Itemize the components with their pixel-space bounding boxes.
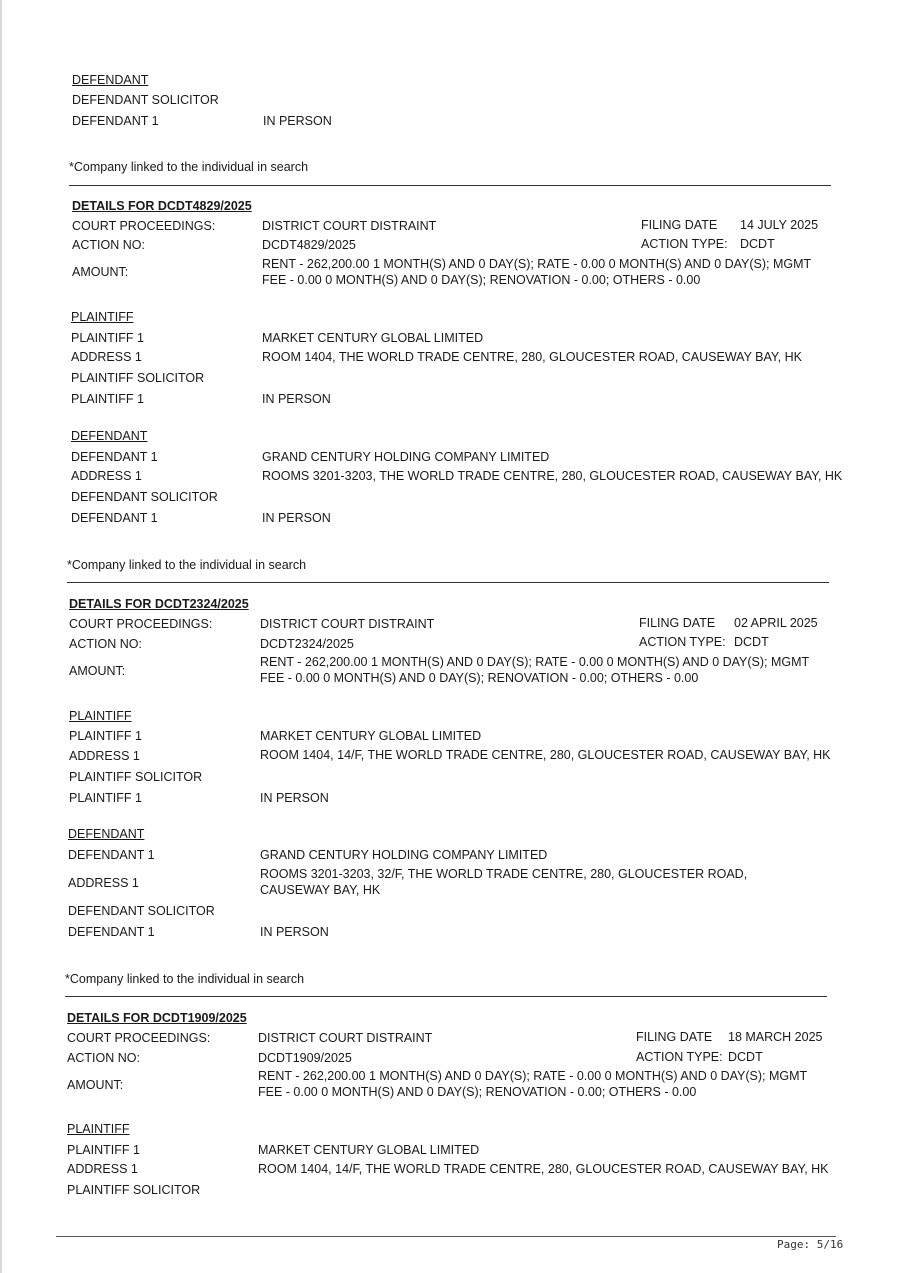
plaintiff-address-value: ROOM 1404, 14/F, THE WORLD TRADE CENTRE, 280, GLOUCESTER ROAD, CAUSEWAY BAY, HK	[258, 1162, 829, 1176]
defendant-1-label: DEFENDANT 1	[71, 450, 158, 464]
defendant-heading: DEFENDANT	[71, 429, 148, 443]
plaintiff-1-label: PLAINTIFF 1	[71, 331, 144, 345]
plaintiff-solicitor-label: PLAINTIFF SOLICITOR	[67, 1183, 201, 1197]
defendant-1-value: GRAND CENTURY HOLDING COMPANY LIMITED	[262, 450, 550, 464]
court-proceedings-value: DISTRICT COURT DISTRAINT	[262, 219, 437, 233]
defendant-solicitor-1-label: DEFENDANT 1	[68, 925, 155, 939]
plaintiff-solicitor-1-label: PLAINTIFF 1	[71, 392, 144, 406]
plaintiff-heading: PLAINTIFF	[69, 709, 132, 723]
action-no-value: DCDT1909/2025	[258, 1051, 352, 1065]
action-no-label: ACTION NO:	[67, 1051, 140, 1065]
plaintiff-1-value: MARKET CENTURY GLOBAL LIMITED	[260, 729, 482, 743]
amount-label: AMOUNT:	[69, 664, 126, 678]
plaintiff-solicitor-label: PLAINTIFF SOLICITOR	[69, 770, 203, 784]
defendant-address-label: ADDRESS 1	[68, 876, 139, 890]
action-type-label: ACTION TYPE:	[639, 635, 726, 649]
amount-value: RENT - 262,200.00 1 MONTH(S) AND 0 DAY(S); RATE - 0.00 0 MONTH(S) AND 0 DAY(S); MGMT FEE - 0.00 0 MONTH(S) AND 0 DAY(S); RENOVATION - 0.00; OTHERS - 0.00	[258, 1069, 807, 1099]
plaintiff-address-label: ADDRESS 1	[69, 749, 140, 763]
record-heading: DETAILS FOR DCDT4829/2025	[72, 199, 252, 213]
court-proceedings-label: COURT PROCEEDINGS:	[67, 1031, 211, 1045]
action-type-value: DCDT	[728, 1050, 763, 1064]
company-note: *Company linked to the individual in search	[65, 972, 305, 986]
plaintiff-solicitor-label: PLAINTIFF SOLICITOR	[71, 371, 205, 385]
defendant-solicitor-1-value: IN PERSON	[260, 925, 329, 939]
action-type-value: DCDT	[734, 635, 769, 649]
defendant-solicitor-1-label: DEFENDANT 1	[71, 511, 158, 525]
plaintiff-heading: PLAINTIFF	[71, 310, 134, 324]
filing-date-value: 18 MARCH 2025	[728, 1030, 823, 1044]
top-defendant-1-value: IN PERSON	[263, 114, 332, 128]
divider-line	[69, 185, 831, 186]
defendant-heading: DEFENDANT	[68, 827, 145, 841]
filing-date-value: 14 JULY 2025	[740, 218, 819, 232]
action-type-label: ACTION TYPE:	[641, 237, 728, 251]
filing-date-value: 02 APRIL 2025	[734, 616, 818, 630]
plaintiff-address-label: ADDRESS 1	[71, 350, 142, 364]
top-company-note: *Company linked to the individual in search	[69, 160, 309, 174]
record-heading: DETAILS FOR DCDT1909/2025	[67, 1011, 247, 1025]
plaintiff-1-label: PLAINTIFF 1	[69, 729, 142, 743]
defendant-address-label: ADDRESS 1	[71, 469, 142, 483]
defendant-solicitor-label: DEFENDANT SOLICITOR	[71, 490, 218, 504]
amount-label: AMOUNT:	[67, 1078, 124, 1092]
defendant-solicitor-label: DEFENDANT SOLICITOR	[68, 904, 215, 918]
plaintiff-address-label: ADDRESS 1	[67, 1162, 138, 1176]
filing-date-label: FILING DATE	[641, 218, 718, 232]
court-proceedings-value: DISTRICT COURT DISTRAINT	[258, 1031, 433, 1045]
plaintiff-1-label: PLAINTIFF 1	[67, 1143, 140, 1157]
filing-date-label: FILING DATE	[636, 1030, 713, 1044]
filing-date-label: FILING DATE	[639, 616, 716, 630]
top-defendant-heading: DEFENDANT	[72, 73, 149, 87]
court-proceedings-label: COURT PROCEEDINGS:	[72, 219, 216, 233]
record-heading: DETAILS FOR DCDT2324/2025	[69, 597, 249, 611]
court-proceedings-label: COURT PROCEEDINGS:	[69, 617, 213, 631]
scan-edge	[0, 0, 2, 1273]
company-note: *Company linked to the individual in search	[67, 558, 307, 572]
page-number: Page: 5/16	[777, 1238, 844, 1251]
action-no-label: ACTION NO:	[69, 637, 142, 651]
plaintiff-address-value: ROOM 1404, THE WORLD TRADE CENTRE, 280, GLOUCESTER ROAD, CAUSEWAY BAY, HK	[262, 350, 802, 364]
court-proceedings-value: DISTRICT COURT DISTRAINT	[260, 617, 435, 631]
plaintiff-1-value: MARKET CENTURY GLOBAL LIMITED	[258, 1143, 480, 1157]
divider-line	[67, 582, 829, 583]
defendant-address-value: ROOMS 3201-3203, THE WORLD TRADE CENTRE, 280, GLOUCESTER ROAD, CAUSEWAY BAY, HK	[262, 469, 843, 483]
amount-value: RENT - 262,200.00 1 MONTH(S) AND 0 DAY(S); RATE - 0.00 0 MONTH(S) AND 0 DAY(S); MGMT FEE - 0.00 0 MONTH(S) AND 0 DAY(S); RENOVATION - 0.00; OTHERS - 0.00	[260, 655, 809, 685]
plaintiff-heading: PLAINTIFF	[67, 1122, 130, 1136]
footer-divider	[56, 1236, 836, 1237]
action-no-value: DCDT4829/2025	[262, 238, 356, 252]
plaintiff-solicitor-1-label: PLAINTIFF 1	[69, 791, 142, 805]
plaintiff-address-value: ROOM 1404, 14/F, THE WORLD TRADE CENTRE, 280, GLOUCESTER ROAD, CAUSEWAY BAY, HK	[260, 748, 831, 762]
defendant-1-label: DEFENDANT 1	[68, 848, 155, 862]
divider-line	[65, 996, 827, 997]
defendant-solicitor-1-value: IN PERSON	[262, 511, 331, 525]
action-no-label: ACTION NO:	[72, 238, 145, 252]
plaintiff-solicitor-1-value: IN PERSON	[262, 392, 331, 406]
action-type-label: ACTION TYPE:	[636, 1050, 723, 1064]
amount-label: AMOUNT:	[72, 265, 129, 279]
action-no-value: DCDT2324/2025	[260, 637, 354, 651]
top-defendant-solicitor-label: DEFENDANT SOLICITOR	[72, 93, 219, 107]
defendant-1-value: GRAND CENTURY HOLDING COMPANY LIMITED	[260, 848, 548, 862]
plaintiff-solicitor-1-value: IN PERSON	[260, 791, 329, 805]
action-type-value: DCDT	[740, 237, 775, 251]
defendant-address-value: ROOMS 3201-3203, 32/F, THE WORLD TRADE CENTRE, 280, GLOUCESTER ROAD, CAUSEWAY BAY, HK	[260, 867, 748, 897]
amount-value: RENT - 262,200.00 1 MONTH(S) AND 0 DAY(S); RATE - 0.00 0 MONTH(S) AND 0 DAY(S); MGMT FEE - 0.00 0 MONTH(S) AND 0 DAY(S); RENOVATION - 0.00; OTHERS - 0.00	[262, 257, 811, 287]
plaintiff-1-value: MARKET CENTURY GLOBAL LIMITED	[262, 331, 484, 345]
top-defendant-1-label: DEFENDANT 1	[72, 114, 159, 128]
